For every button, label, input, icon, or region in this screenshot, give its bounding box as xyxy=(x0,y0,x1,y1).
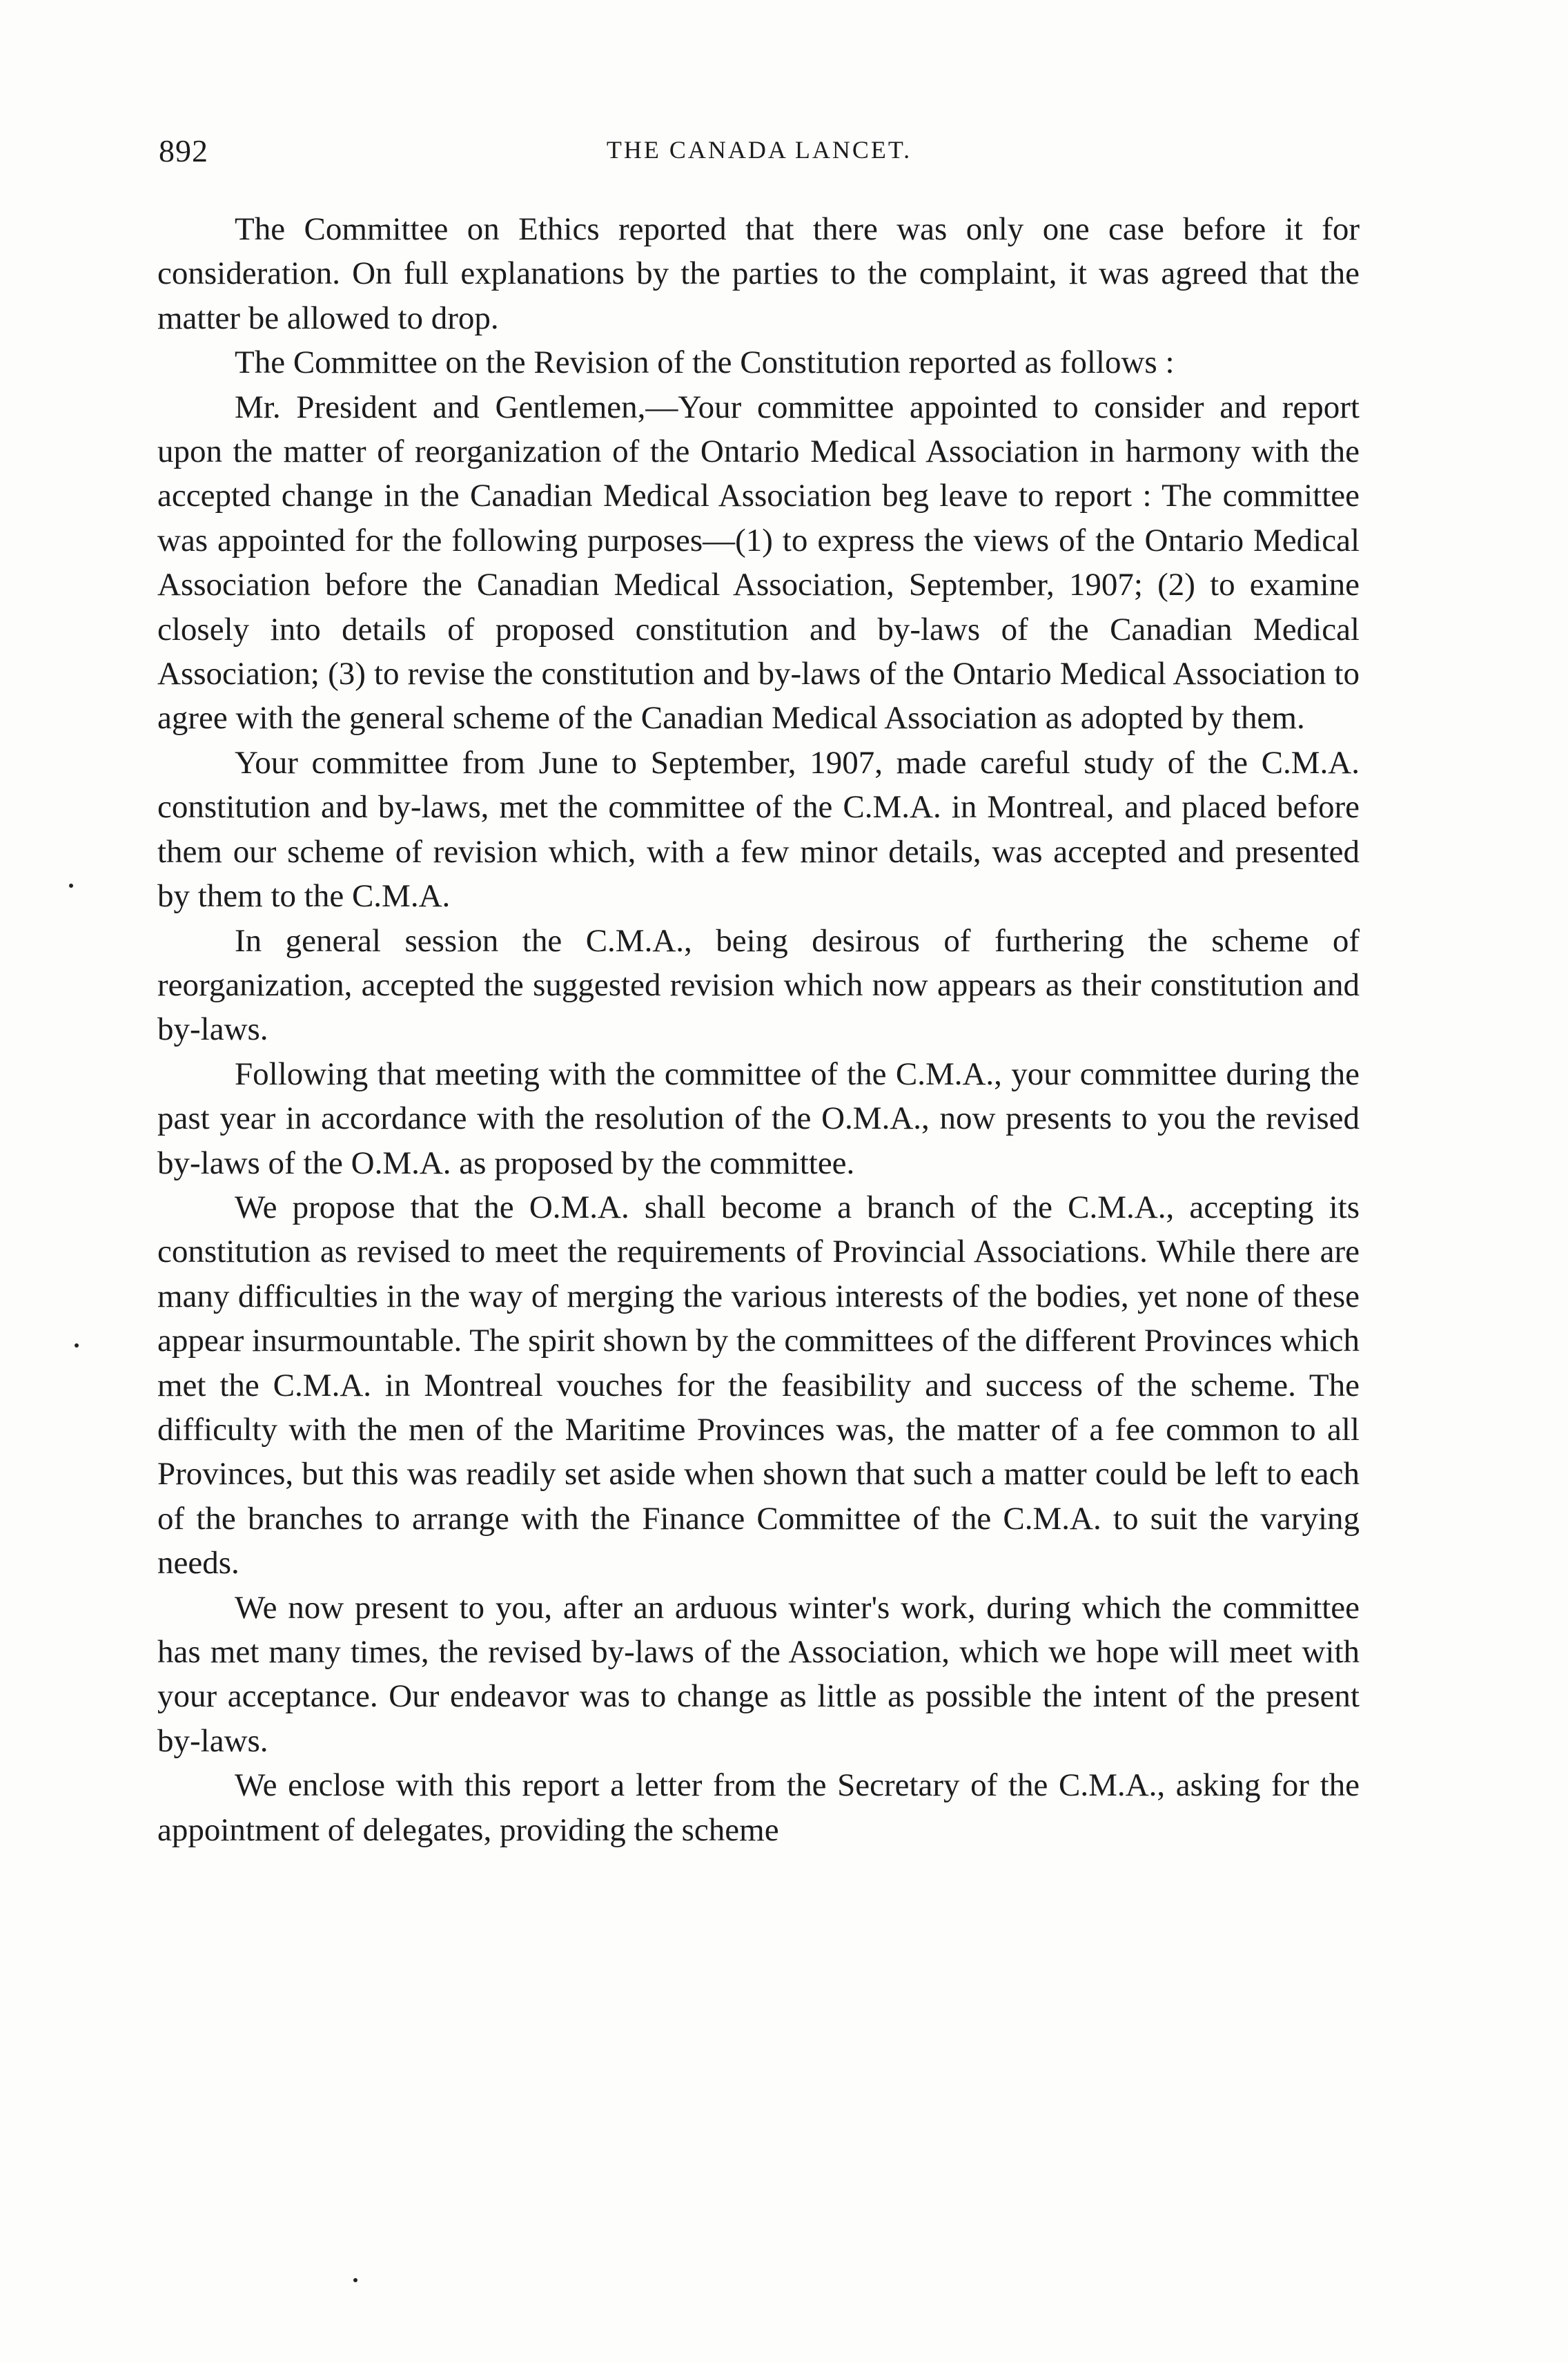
margin-mark xyxy=(353,2278,357,2282)
paragraph-present-bylaws: We now present to you, after an arduous winter's work, during which the committee has met many times, the revised by-laws of the Association, which we hope will meet with your acceptance. Our endeavor was to change as little as possible the intent of the present by-laws. xyxy=(157,1589,1360,1759)
paragraph-committee-address: Mr. President and Gentlemen,—Your committee appointed to consider and report upon the matter of reorganization of the Ontario Medical Association in harmony with the accepted change in the Canadian Medical Association beg leave to report : The committee was appointed for the following purposes—(1) to express the views of the Ontario Medical Association before the Canadian Medical Association, September, 1907; (2) to examine closely into details of proposed constitution and by-laws of the Canadian Medical Association; (3) to revise the constitution and by-laws of the Ontario Medical Association to agree with the general scheme of the Canadian Medical Association as adopted by them. xyxy=(157,389,1360,737)
paragraph-proposal: We propose that the O.M.A. shall become a branch of the C.M.A., accepting its constitution as revised to meet the requirements of Provincial Associations. While there are many difficulties in the way of merging the various interests of the bodies, yet none of these appear insurmountable. The spirit shown by the committees of the different Provinces which met the C.M.A. in Montreal vouches for the feasibility and success of the scheme. The difficulty with the men of the Maritime Provinces was, the matter of a fee common to all Provinces, but this was readily set aside when shown that such a matter could be left to each of the branches to arrange with the Finance Committee of the C.M.A. to suit the varying needs. xyxy=(157,1189,1360,1582)
margin-mark xyxy=(75,1343,79,1348)
paragraph-enclosed-letter: We enclose with this report a letter from the Secretary of the C.M.A., asking for the appointment of delegates, providing the scheme xyxy=(157,1767,1360,1848)
article-body xyxy=(157,207,1360,1852)
paragraph-following-meeting: Following that meeting with the committee of the C.M.A., your committee during the past year in accordance with the resolution of the O.M.A., now presents to you the revised by-laws of the O.M.A. as proposed by the committee. xyxy=(157,1056,1360,1181)
paragraph-revision-committee: The Committee on the Revision of the Constitution reported as follows : xyxy=(235,344,1175,381)
running-head: THE CANADA LANCET. xyxy=(606,136,912,164)
paragraph-study: Your committee from June to September, 1907, made careful study of the C.M.A. constitution and by-laws, met the committee of the C.M.A. in Montreal, and placed before them our scheme of revision which, with a few minor details, was accepted and presented by them to the C.M.A. xyxy=(157,744,1360,915)
paragraph-general-session: In general session the C.M.A., being desirous of furthering the scheme of reorganization, accepted the suggested revision which now appears as their constitution and by-laws. xyxy=(157,922,1360,1048)
page-header xyxy=(159,133,1360,181)
margin-mark xyxy=(69,884,73,888)
paragraph-ethics-committee: The Committee on Ethics reported that there was only one case before it for consideration. On full explanations by the parties to the complaint, it was agreed that the matter be allowed to drop. xyxy=(157,211,1360,336)
page-number: 892 xyxy=(159,133,208,168)
